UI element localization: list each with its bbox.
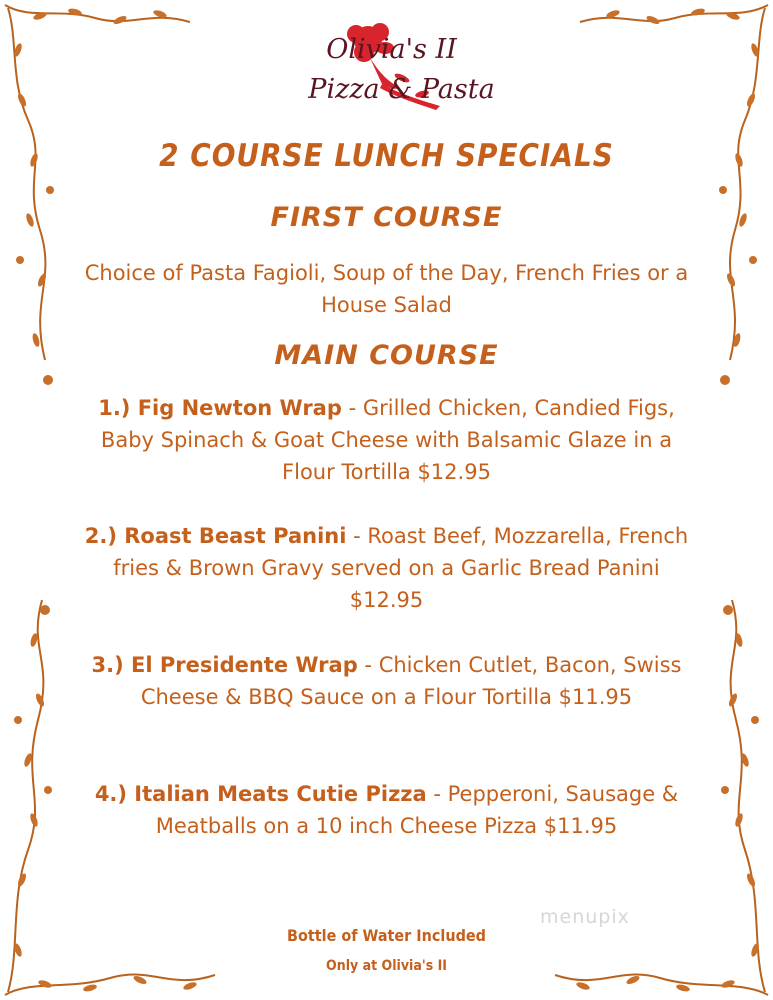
first-course-description: Choice of Pasta Fagioli, Soup of the Day, French Fries or a House Salad	[84, 261, 689, 317]
menu-item-description: Pepperoni, Sausage & Meatballs on a 10 inch Cheese Pizza $11.95	[155, 782, 679, 838]
menu-item-name: 4.) Italian Meats Cutie Pizza	[94, 782, 427, 806]
menu-item-description: Roast Beef, Mozzarella, French fries & Brown Gravy served on a Garlic Bread Panini $12.95	[113, 524, 689, 612]
menu-item-separator: -	[346, 524, 368, 548]
restaurant-logo	[290, 18, 505, 118]
first-course-heading: FIRST COURSE	[270, 202, 503, 233]
watermark: menupix	[540, 906, 630, 928]
menu-item-separator: -	[341, 396, 363, 420]
water-note: Bottle of Water Included	[287, 926, 486, 945]
menu-item-name: 2.) Roast Beast Panini	[84, 524, 347, 548]
logo-name: Olivia's II	[326, 34, 457, 65]
menu-item	[78, 649, 695, 713]
menu-item-name: 3.) El Presidente Wrap	[91, 653, 358, 677]
menu-item-description: Grilled Chicken, Candied Figs, Baby Spinach & Goat Cheese with Balsamic Glaze in a Flour Tortilla $12.95	[100, 396, 675, 484]
logo-tagline: Pizza & Pasta	[308, 74, 495, 105]
menu-item-separator: -	[426, 782, 448, 806]
exclusive-note: Only at Olivia's II	[326, 958, 447, 974]
main-course-heading: MAIN COURSE	[274, 340, 499, 371]
menu-item	[78, 520, 695, 616]
menu-item-name: 1.) Fig Newton Wrap	[98, 396, 342, 420]
menu-item	[78, 392, 695, 488]
menu-title: 2 COURSE LUNCH SPECIALS	[159, 138, 614, 174]
menu-item	[78, 778, 695, 842]
menu-item-separator: -	[357, 653, 379, 677]
menu-item-description: Chicken Cutlet, Bacon, Swiss Cheese & BBQ Sauce on a Flour Tortilla $11.95	[140, 653, 682, 709]
